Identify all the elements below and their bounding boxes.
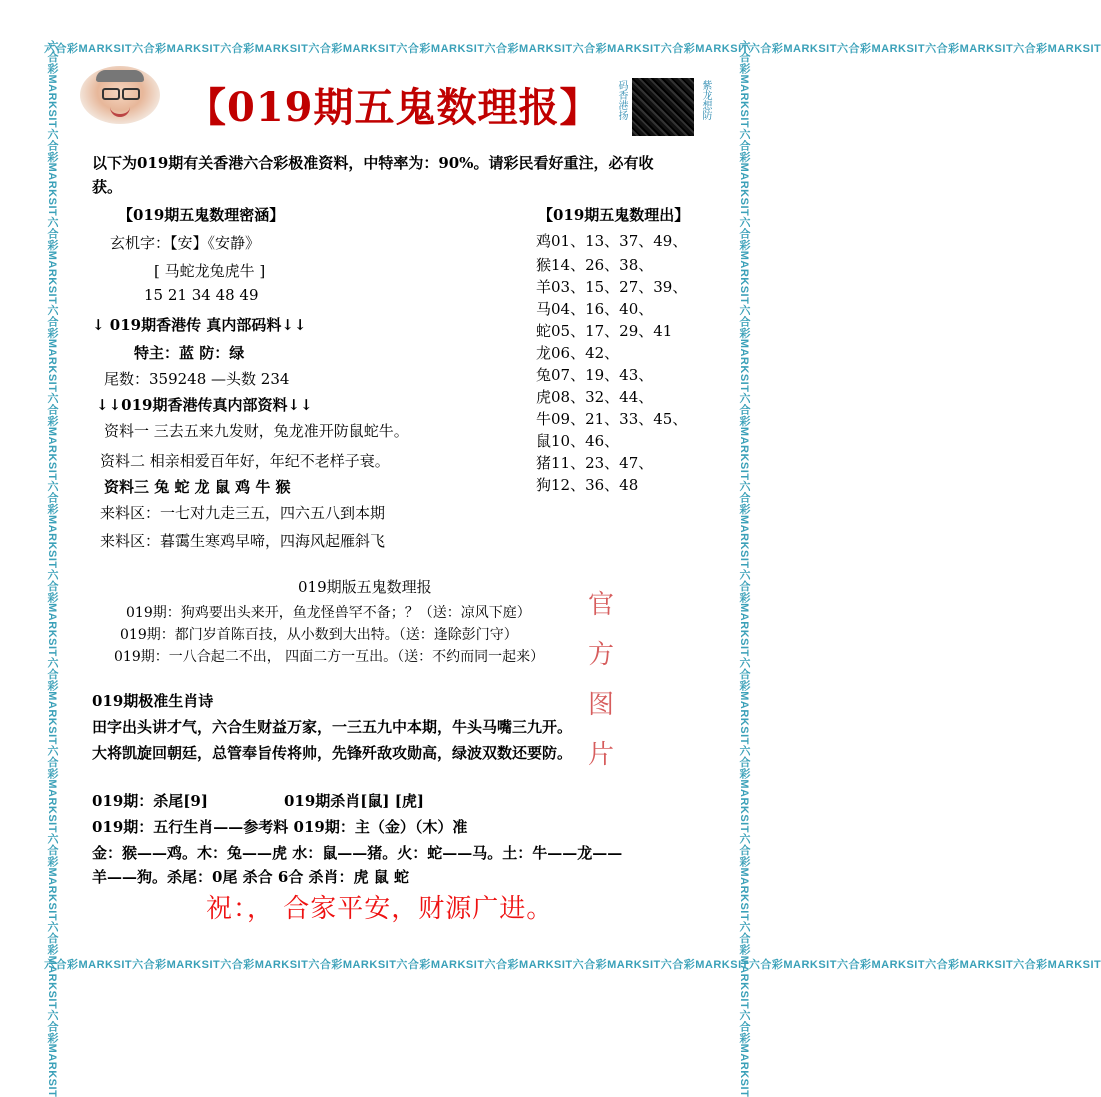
kill-animal-text: 019期杀肖[鼠] [虎] (284, 792, 424, 810)
page-title: 【019期五鬼数理报】 (186, 84, 601, 131)
data-two-text: 资料二 相亲相爱百年好，年纪不老样子衰。 (100, 452, 390, 470)
left-header: 【019期五鬼数理密涵】 (118, 206, 285, 224)
number-row: 马04、16、40、 (536, 300, 654, 318)
five-elements-line-1: 金：猴——鸡。木：兔——虎 水：鼠——猪。火：蛇——马。土：牛——龙—— (92, 844, 623, 862)
data-one-text: 资料一 三去五来九发财，兔龙准开防鼠蛇牛。 (104, 422, 409, 440)
xuanji-text: 玄机字：【安】《安静》 (110, 234, 261, 252)
mid-line-2: 019期：都门岁首陈百技，从小数到大出特。（送：逢除彭门守） (120, 627, 518, 643)
avatar-hair (96, 70, 144, 82)
number-row: 牛09、21、33、45、 (536, 410, 688, 428)
border-right-text: 六合彩MARKSIT六合彩MARKSIT六合彩MARKSIT六合彩MARKSIT六合彩MARKSIT六合彩MARKSIT六合彩MARKSIT六合彩MARKSIT六合彩MARKSIT六合彩MARKSIT六合彩MARKSIT六合彩MARKSIT (738, 40, 750, 1097)
qr-code-panel (610, 78, 714, 136)
inside-code-heading: ↓ 019期香港传 真内部码料↓↓ (92, 316, 307, 334)
poem-line-2: 大将凯旋回朝廷，总管奉旨传将帅，先锋歼敌攻勋高，绿波双数还要防。 (92, 744, 573, 762)
intro-line-1: 以下为019期有关香港六合彩极准资料，中特率为：90%。请彩民看好重注，必有收 (92, 154, 654, 172)
incoming-area-2: 来料区：暮霭生寒鸡早啼，四海风起雁斜飞 (100, 532, 386, 550)
right-header: 【019期五鬼数理出】 (538, 206, 690, 224)
avatar-smile (110, 106, 130, 117)
qr-left-caption: 码香港扬 (616, 80, 627, 120)
poem-header: 019期极准生肖诗 (92, 692, 214, 710)
avatar-glasses-right (122, 88, 140, 100)
border-left-text: 六合彩MARKSIT六合彩MARKSIT六合彩MARKSIT六合彩MARKSIT六合彩MARKSIT六合彩MARKSIT六合彩MARKSIT六合彩MARKSIT六合彩MARKSIT六合彩MARKSIT六合彩MARKSIT六合彩MARKSIT (46, 40, 58, 1097)
mid-header: 019期版五鬼数理报 (298, 578, 432, 596)
number-row: 猴14、26、38、 (536, 256, 654, 274)
number-row: 龙06、42、 (536, 344, 620, 362)
number-row: 鸡01、13、37、49、 (536, 232, 688, 250)
data-three-text: 资料三 兔 蛇 龙 鼠 鸡 牛 猴 (104, 478, 291, 496)
kill-tail-text: 019期：杀尾[9] (92, 792, 208, 810)
five-elements-line-2: 羊——狗。杀尾：0尾 杀合 6合 杀肖：虎 鼠 蛇 (92, 868, 409, 886)
border-top-text: 六合彩MARKSIT六合彩MARKSIT六合彩MARKSIT六合彩MARKSIT六合彩MARKSIT六合彩MARKSIT六合彩MARKSIT六合彩MARKSIT六合彩MARKSIT六合彩MARKSIT六合彩MARKSIT六合彩MARKSIT (44, 43, 1101, 55)
intro-line-2: 获。 (92, 178, 123, 196)
number-row: 蛇05、17、29、41 (536, 322, 673, 340)
number-row: 狗12、36、48 (536, 476, 639, 494)
mid-line-3: 019期：一八合起二不出， 四面二方一互出。（送：不约而同一起来） (114, 649, 545, 665)
avatar-glasses-left (102, 88, 120, 100)
qr-code-image (632, 78, 694, 136)
qr-right-caption: 紫龙想防 (700, 80, 711, 120)
official-stamp: 官方图片 (588, 590, 615, 770)
avatar-photo (80, 66, 160, 124)
number-row: 兔07、19、43、 (536, 366, 654, 384)
inside-data-heading: ↓↓019期香港传真内部资料↓↓ (96, 396, 313, 414)
animal-list: [ 马蛇龙兔虎牛 ] (154, 262, 266, 280)
poem-line-1: 田字出头讲才气，六合生财益万家，一三五九中本期，牛头马嘴三九开。 (92, 718, 573, 736)
tail-number-text: 尾数：359248 —头数 234 (104, 370, 290, 388)
blessing-text: 祝：， 合家平安，财源广进。 (206, 894, 554, 924)
five-elements-heading: 019期：五行生肖——参考料 019期：主（金）（木）准 (92, 818, 468, 836)
border-bottom-text: 六合彩MARKSIT六合彩MARKSIT六合彩MARKSIT六合彩MARKSIT六合彩MARKSIT六合彩MARKSIT六合彩MARKSIT六合彩MARKSIT六合彩MARKSIT六合彩MARKSIT六合彩MARKSIT六合彩MARKSIT (44, 959, 1101, 971)
mid-line-1: 019期：狗鸡要出头来开，鱼龙怪兽罕不备；？（送：凉风下庭） (126, 605, 531, 621)
number-row: 猪11、23、47、 (536, 454, 654, 472)
number-row: 羊03、15、27、39、 (536, 278, 688, 296)
incoming-area-1: 来料区：一七对九走三五，四六五八到本期 (100, 504, 386, 522)
number-list: 15 21 34 48 49 (144, 286, 259, 304)
number-row: 鼠10、46、 (536, 432, 620, 450)
number-row: 虎08、32、44、 (536, 388, 654, 406)
special-main-text: 特主：蓝 防：绿 (134, 344, 245, 362)
